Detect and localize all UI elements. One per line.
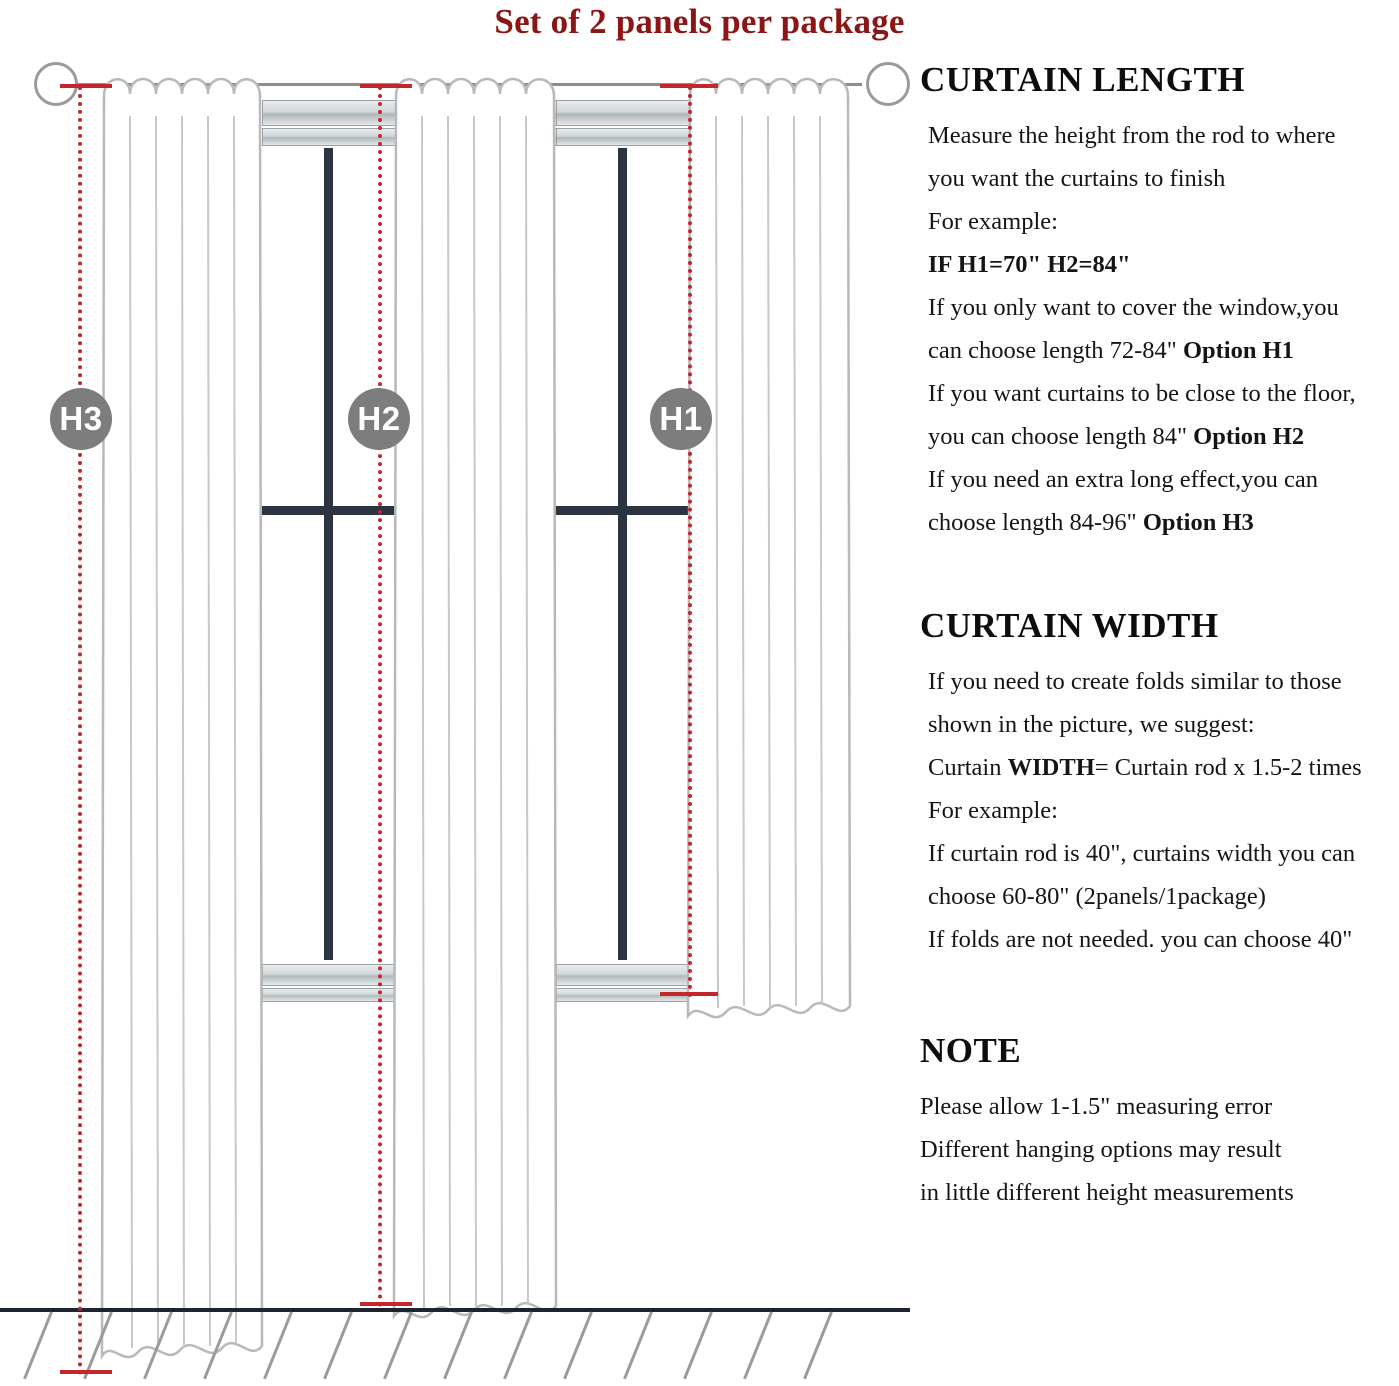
curtain-width-line-5: If curtain rod is 40", curtains width you can <box>928 840 1356 867</box>
measure-cap-h3-bottom <box>60 1370 112 1374</box>
section-curtain-width-heading: CURTAIN WIDTH <box>920 606 1219 645</box>
section-note <box>920 1031 1390 1214</box>
curtain-length-line-9: If you need an extra long effect,you can <box>928 466 1319 493</box>
curtain-length-line-7: If you want curtains to be close to the floor, <box>928 380 1356 407</box>
note-line-3: in little different height measurements <box>920 1179 1294 1206</box>
measure-cap-h1-top <box>660 84 718 88</box>
curtain-width-strong: WIDTH <box>1007 754 1095 781</box>
section-note-heading: NOTE <box>920 1031 1022 1070</box>
section-curtain-length-heading: CURTAIN LENGTH <box>920 60 1246 99</box>
label-h2-text: H2 <box>357 400 401 437</box>
curtain-panel-right <box>676 56 876 1066</box>
measure-cap-h1-bottom <box>660 992 718 996</box>
text-column <box>920 60 1390 1214</box>
curtain-length-line-8: you can choose length 84" Option H2 <box>928 423 1305 450</box>
curtain-panel-left <box>90 56 290 1386</box>
curtain-width-line-7: If folds are not needed. you can choose 40" <box>928 926 1353 953</box>
measure-cap-h3-top <box>60 84 112 88</box>
section-gap-1 <box>920 544 1390 606</box>
option-h1-text: Option H1 <box>1182 337 1294 364</box>
curtain-width-line-2: shown in the picture, we suggest: <box>928 711 1255 738</box>
note-line-1: Please allow 1-1.5" measuring error <box>920 1093 1273 1120</box>
label-h1-text: H1 <box>659 400 703 437</box>
illustration <box>0 40 910 1382</box>
measure-line-h3 <box>78 86 82 1376</box>
measure-cap-h2-top <box>360 84 412 88</box>
curtain-panel-middle <box>382 56 582 1356</box>
curtain-length-line-6: can choose length 72-84" Option H1 <box>928 337 1294 364</box>
curtain-length-line-2: you want the curtains to finish <box>928 165 1226 192</box>
option-h3-text: Option H3 <box>1142 509 1254 536</box>
curtain-width-formula: Curtain WIDTH= Curtain rod x 1.5-2 times <box>928 754 1362 781</box>
curtain-length-example-values <box>920 243 1390 286</box>
note-line-2: Different hanging options may result <box>920 1136 1282 1163</box>
option-h2-text: Option H2 <box>1193 423 1305 450</box>
section-gap-2 <box>920 961 1390 1031</box>
section-curtain-length <box>920 60 1390 544</box>
curtain-length-line-10: choose length 84-96" Option H3 <box>928 509 1254 536</box>
window-right-mullion-vertical <box>618 148 627 960</box>
curtain-length-example-values-text: IF H1=70" H2=84" <box>928 251 1131 278</box>
floor-hatching <box>0 1312 910 1382</box>
label-h2 <box>348 388 410 450</box>
label-h3 <box>50 388 112 450</box>
label-h1 <box>650 388 712 450</box>
measure-line-h1 <box>688 86 692 998</box>
curtain-width-line-4: For example: <box>928 797 1058 824</box>
measure-line-h2 <box>378 86 382 1308</box>
page-title: Set of 2 panels per package <box>494 2 905 41</box>
curtain-width-line-1: If you need to create folds similar to those <box>928 668 1342 695</box>
window-left-mullion-vertical <box>324 148 333 960</box>
label-h3-text: H3 <box>59 400 103 437</box>
curtain-length-line-3: For example: <box>928 208 1058 235</box>
curtain-width-line-6: choose 60-80" (2panels/1package) <box>928 883 1266 910</box>
measure-cap-h2-bottom <box>360 1302 412 1306</box>
curtain-length-line-5: If you only want to cover the window,you <box>928 294 1339 321</box>
curtain-length-line-1: Measure the height from the rod to where <box>928 122 1336 149</box>
section-curtain-width <box>920 606 1390 961</box>
